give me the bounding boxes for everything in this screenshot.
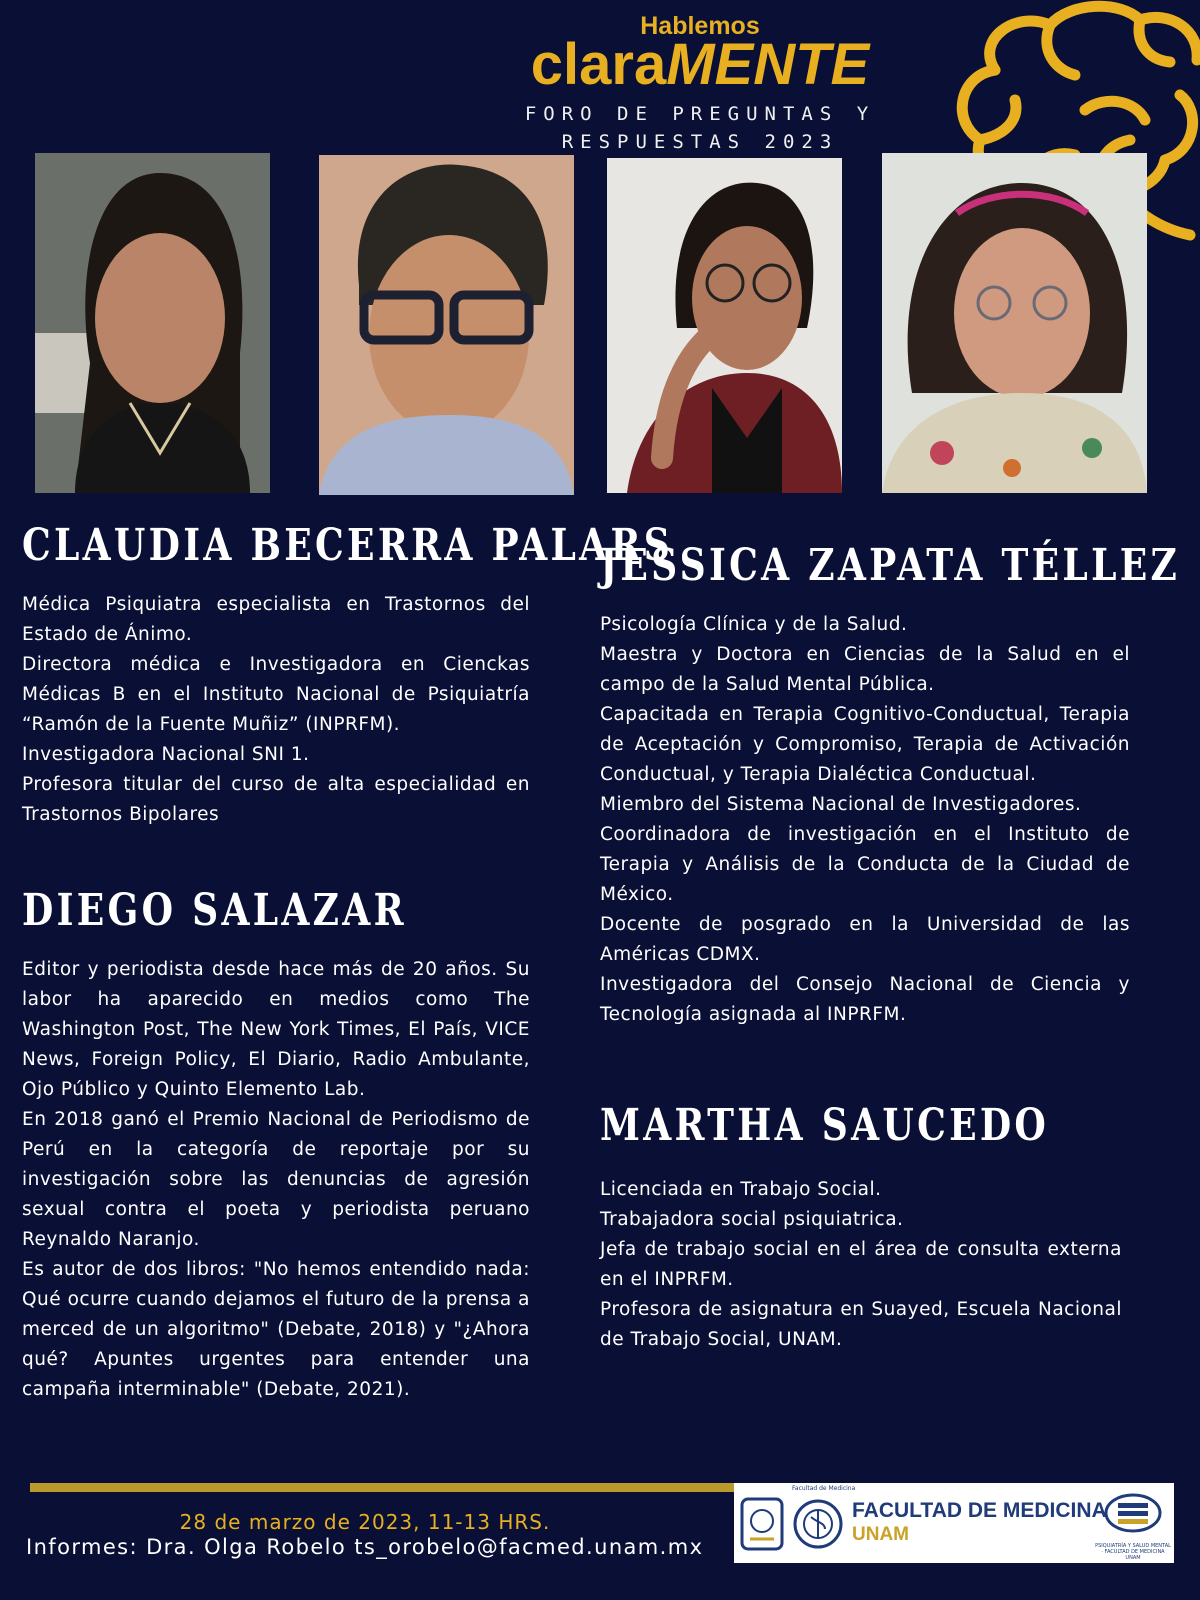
bio-line: Profesora de asignatura en Suayed, Escuela Nacional de Trabajo Social, UNAM.: [600, 1299, 1122, 1350]
bio-line: Profesora titular del curso de alta especialidad en Trastornos Bipolares: [22, 774, 530, 825]
event-subtitle-line2: RESPUESTAS 2023: [561, 131, 839, 153]
speaker-name-claudia: CLAUDIA BECERRA PALARS: [22, 520, 674, 571]
bio-line: Maestra y Doctora en Ciencias de la Salud en el campo de la Salud Mental Pública.: [600, 644, 1130, 695]
portrait-diego-salazar: [319, 155, 574, 495]
portrait-claudia-becerra: [35, 153, 270, 493]
contact-info: Informes: Dra. Olga Robelo ts_orobelo@facmed.unam.mx: [26, 1535, 704, 1559]
event-subtitle-line1: FORO DE PREGUNTAS Y: [524, 103, 876, 125]
unam-seal-icon: [740, 1497, 784, 1551]
event-subtitle: [520, 100, 880, 156]
bio-line: Coordinadora de investigación en el Instituto de Terapia y Análisis de la Conducta de la Ciudad de México.: [600, 824, 1130, 905]
bio-line: Investigadora Nacional SNI 1.: [22, 744, 310, 765]
portrait-jessica-zapata: [607, 158, 842, 493]
bio-line: Es autor de dos libros: "No hemos entendido nada: Qué ocurre cuando dejamos el futuro de la prensa a merced de un algoritmo" (Debate, 2018) y "¿Ahora qué? Apuntes urgentes para entender una campaña interminable" (Debate, 2021).: [22, 1259, 530, 1400]
speaker-bio-martha: [600, 1175, 1122, 1355]
speaker-bio-jessica: [600, 610, 1130, 1030]
bio-line: Investigadora del Consejo Nacional de Ciencia y Tecnología asignada al INPRFM.: [600, 974, 1130, 1025]
bio-line: Docente de posgrado en la Universidad de las Américas CDMX.: [600, 914, 1130, 965]
speaker-name-martha: MARTHA SAUCEDO: [600, 1100, 1050, 1151]
psychiatry-dept-icon: [1102, 1491, 1164, 1541]
speaker-bio-claudia: [22, 590, 530, 830]
event-brand-title: [500, 30, 900, 100]
faculty-seal-label: Facultad de Medicina: [792, 1485, 856, 1492]
speaker-name-diego: DIEGO SALAZAR: [22, 885, 407, 936]
footer-divider: [30, 1483, 735, 1492]
bio-line: Licenciada en Trabajo Social.: [600, 1179, 882, 1200]
bio-line: Editor y periodista desde hace más de 20 años. Su labor ha aparecido en medios como The Washington Post, The New York Times, El País, VICE News, Foreign Policy, El Diario, Radio Ambulante, Ojo Público y Quinto Elemento Lab.: [22, 959, 530, 1100]
bio-line: Capacitada en Terapia Cognitivo-Conductual, Terapia de Aceptación y Compromiso, Terapia de Activación Conductual, y Terapia Dialéctica Conductual.: [600, 704, 1130, 785]
bio-line: Jefa de trabajo social en el área de consulta externa en el INPRFM.: [600, 1239, 1122, 1290]
faculty-logo-banner: [734, 1483, 1174, 1563]
bio-line: Trabajadora social psiquiatrica.: [600, 1209, 904, 1230]
faculty-university: UNAM: [852, 1524, 909, 1545]
medicine-seal-icon: [792, 1497, 844, 1551]
brand-plain: clara: [530, 32, 667, 97]
bio-line: Directora médica e Investigadora en Cienckas Médicas B en el Instituto Nacional de Psiquiatría “Ramón de la Fuente Muñiz” (INPRFM).: [22, 654, 530, 735]
bio-line: Médica Psiquiatra especialista en Trastornos del Estado de Ánimo.: [22, 594, 530, 645]
portrait-martha-saucedo: [882, 153, 1147, 493]
faculty-name: FACULTAD DE MEDICINA: [852, 1499, 1107, 1522]
event-date: 28 de marzo de 2023, 11-13 HRS.: [179, 1510, 551, 1534]
bio-line: Psicología Clínica y de la Salud.: [600, 614, 908, 635]
brand-emphasis: MENTE: [666, 32, 870, 97]
event-kicker: Hablemos: [640, 12, 760, 40]
psychiatry-dept-label: PSIQUIATRÍA Y SALUD MENTAL · FACULTAD DE MEDICINA UNAM: [1095, 1543, 1171, 1561]
speaker-name-jessica: JESSICA ZAPATA TÉLLEZ: [600, 540, 1181, 591]
speaker-bio-diego: [22, 955, 530, 1405]
bio-line: En 2018 ganó el Premio Nacional de Periodismo de Perú en la categoría de reportaje por su investigación sobre las denuncias de agresión sexual contra el poeta y periodista peruano Reynaldo Naranjo.: [22, 1109, 530, 1250]
bio-line: Miembro del Sistema Nacional de Investigadores.: [600, 794, 1082, 815]
